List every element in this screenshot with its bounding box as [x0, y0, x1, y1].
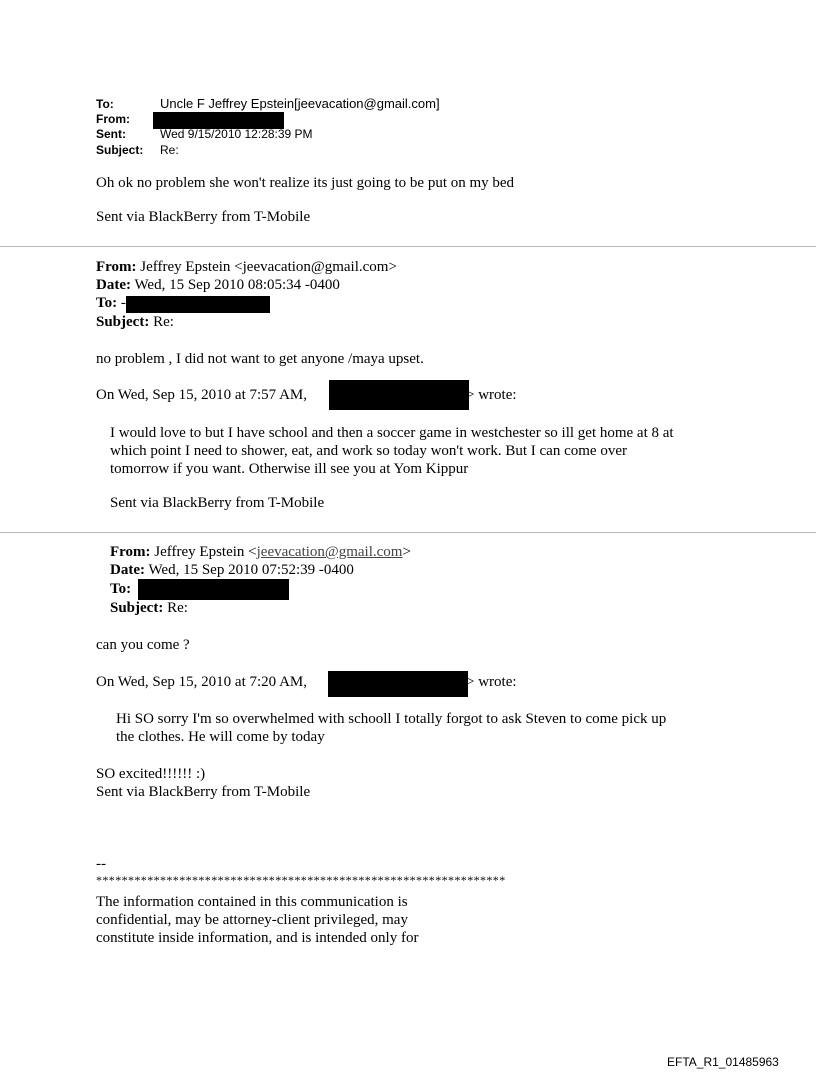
top-signature: Sent via BlackBerry from T-Mobile	[96, 209, 311, 225]
divider	[0, 532, 816, 533]
msg2-subject-label: Subject:	[96, 314, 150, 330]
msg3-subject-row	[110, 599, 188, 617]
msg2-to-row	[96, 294, 126, 312]
msg3-from-name: Jeffrey Epstein <	[154, 544, 257, 560]
msg3-date-row	[110, 561, 354, 579]
redaction-box	[138, 579, 289, 600]
msg2-to-value: -	[120, 295, 126, 311]
msg2-from-value: Jeffrey Epstein <jeevacation@gmail.com>	[140, 259, 397, 275]
quote-line: I would love to but I have school and then a soccer game in westchester so ill get home at 8 at	[110, 425, 674, 441]
footer-dashes: --	[96, 856, 106, 872]
msg3-signature: Sent via BlackBerry from T-Mobile	[96, 784, 311, 800]
excited-line: SO excited!!!!!! :)	[96, 766, 206, 782]
msg2-quote-intro-prefix: On Wed, Sep 15, 2010 at 7:57 AM,	[96, 387, 308, 403]
msg2-from-label: From:	[96, 259, 137, 275]
redaction-box	[329, 380, 469, 410]
redaction-box	[126, 296, 270, 313]
disclaimer-line: The information contained in this communication is	[96, 894, 408, 910]
sent-label: Sent:	[96, 127, 126, 141]
msg3-email-link[interactable]: jeevacation@gmail.com	[256, 544, 403, 560]
sent-value: Wed 9/15/2010 12:28:39 PM	[160, 127, 313, 141]
msg3-body-line: can you come ?	[96, 637, 190, 653]
msg3-from-close: >	[402, 544, 411, 560]
to-value: Uncle F Jeffrey Epstein[jeevacation@gmail.com]	[160, 96, 440, 111]
msg2-date-row	[96, 276, 340, 294]
msg2-subject-row	[96, 313, 174, 331]
msg3-subject-value: Re:	[167, 600, 188, 616]
quote-line: the clothes. He will come by today	[116, 729, 325, 745]
msg3-quote-intro-prefix: On Wed, Sep 15, 2010 at 7:20 AM,	[96, 674, 308, 690]
msg3-to-label: To:	[110, 581, 132, 597]
msg2-body-line: no problem , I did not want to get anyone /maya upset.	[96, 351, 424, 367]
msg2-subject-value: Re:	[153, 314, 174, 330]
msg3-from-label: From:	[110, 544, 151, 560]
msg2-quote-intro-suffix: > wrote:	[466, 387, 517, 403]
top-body-line: Oh ok no problem she won't realize its just going to be put on my bed	[96, 175, 515, 191]
bates-number: EFTA_R1_01485963	[667, 1055, 779, 1069]
msg2-date-value: Wed, 15 Sep 2010 08:05:34 -0400	[134, 277, 340, 293]
disclaimer-line: confidential, may be attorney-client privileged, may	[96, 912, 408, 928]
subject-label: Subject:	[96, 143, 144, 157]
from-label: From:	[96, 112, 130, 126]
footer-stars: ****************************************************************	[96, 873, 506, 887]
msg3-date-value: Wed, 15 Sep 2010 07:52:39 -0400	[148, 562, 354, 578]
quote-signature: Sent via BlackBerry from T-Mobile	[110, 495, 325, 511]
msg3-to-row	[110, 580, 131, 598]
quote-line: tomorrow if you want. Otherwise ill see you at Yom Kippur	[110, 461, 469, 477]
redaction-box	[328, 671, 468, 697]
quote-line: which point I need to shower, eat, and work so today won't work. But I can come over	[110, 443, 627, 459]
msg2-from-row	[96, 258, 397, 276]
subject-value: Re:	[160, 143, 179, 157]
msg3-quote-intro-suffix: > wrote:	[466, 674, 517, 690]
quote-line: Hi SO sorry I'm so overwhelmed with schooll I totally forgot to ask Steven to come pick up	[116, 711, 667, 727]
to-label: To:	[96, 97, 114, 111]
msg3-subject-label: Subject:	[110, 600, 164, 616]
msg3-from-row	[110, 543, 411, 561]
msg2-to-label: To:	[96, 295, 118, 311]
msg2-date-label: Date:	[96, 277, 131, 293]
disclaimer-line: constitute inside information, and is intended only for	[96, 930, 419, 946]
divider	[0, 246, 816, 247]
msg3-date-label: Date:	[110, 562, 145, 578]
